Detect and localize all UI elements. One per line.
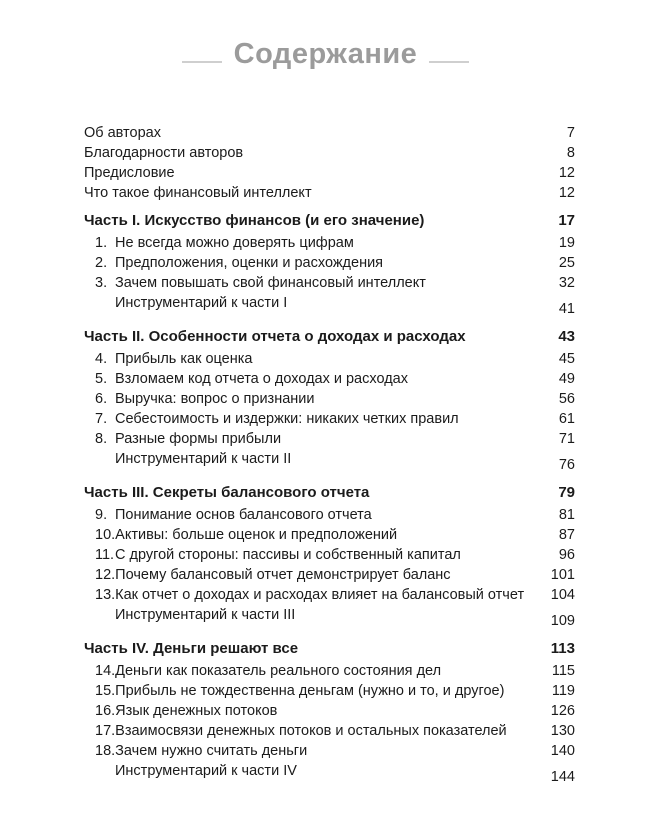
entry-label: Что такое финансовый интеллект [84, 185, 312, 201]
entry-label: Часть I. Искусство финансов (и его значение) [84, 212, 425, 229]
entry-text [84, 741, 541, 761]
entry-text [84, 211, 548, 231]
entry-page-number: 71 [558, 431, 575, 447]
entry-number: 9. [95, 507, 108, 523]
entry-number: 4. [95, 351, 108, 367]
page-title-row [0, 0, 651, 71]
entry-label: Инструментарий к части IV [115, 763, 297, 779]
entry-page-number: 119 [551, 683, 575, 699]
toc-chapter-item [84, 721, 575, 741]
toc-chapter-item [84, 565, 575, 585]
entry-label: Часть IV. Деньги решают все [84, 640, 299, 657]
toc-part-heading [84, 483, 575, 503]
entry-text [84, 123, 557, 143]
entry-text [84, 349, 549, 369]
toc-chapter-item [84, 233, 575, 253]
entry-label: Выручка: вопрос о признании [115, 391, 315, 407]
entry-number: 12. [95, 567, 116, 583]
entry-page-number: 104 [550, 587, 575, 603]
toc-part-heading [84, 327, 575, 347]
entry-page-number: 56 [558, 391, 575, 407]
entry-text [84, 409, 549, 429]
entry-text [84, 389, 549, 409]
toc-chapter-item [84, 525, 575, 545]
toc-chapter-item [84, 389, 575, 409]
entry-text [84, 605, 541, 625]
entry-label: Не всегда можно доверять цифрам [115, 235, 354, 251]
entry-number: 18. [95, 743, 116, 759]
entry-page-number: 113 [550, 640, 575, 657]
toc-chapter-item [84, 505, 575, 525]
entry-page-number: 7 [566, 125, 575, 141]
entry-page-number: 79 [558, 484, 575, 501]
entry-number: 10. [95, 527, 116, 543]
entry-label: Зачем повышать свой финансовый интеллект [115, 275, 426, 291]
entry-text [84, 701, 541, 721]
entry-label: Благодарности авторов [84, 145, 244, 161]
entry-page-number: 140 [550, 743, 575, 759]
entry-number: 8. [95, 431, 108, 447]
entry-page-number: 115 [551, 663, 575, 679]
entry-label: Часть III. Секреты балансового отчета [84, 484, 370, 501]
entry-label: Прибыль не тождественна деньгам (нужно и то, и другое) [115, 683, 505, 699]
entry-number: 6. [95, 391, 108, 407]
entry-text [84, 761, 541, 781]
toc-part-heading [84, 639, 575, 659]
entry-number: 5. [95, 371, 108, 387]
entry-label: Разные формы прибыли [115, 431, 282, 447]
entry-number: 11. [95, 547, 115, 563]
table-of-contents [0, 71, 651, 787]
entry-page-number: 32 [558, 275, 575, 291]
entry-number: 7. [95, 411, 108, 427]
entry-page-number: 126 [550, 703, 575, 719]
entry-text [84, 369, 549, 389]
entry-page-number: 12 [558, 185, 575, 201]
entry-number [84, 605, 115, 625]
entry-label: Инструментарий к части II [115, 451, 292, 467]
entry-text [84, 449, 549, 469]
entry-page-number: 144 [550, 769, 575, 785]
entry-number: 15. [95, 683, 116, 699]
entry-number: 1. [95, 235, 108, 251]
toc-chapter-item [84, 273, 575, 293]
entry-label: Взломаем код отчета о доходах и расходах [115, 371, 408, 387]
entry-page-number: 101 [550, 567, 575, 583]
toc-front-item [84, 123, 575, 143]
entry-text [84, 483, 548, 503]
toc-chapter-item [84, 369, 575, 389]
toc-tool-item [84, 293, 575, 319]
entry-page-number: 41 [558, 301, 575, 317]
entry-page-number: 12 [558, 165, 575, 181]
entry-number: 2. [95, 255, 108, 271]
entry-page-number: 19 [558, 235, 575, 251]
entry-page-number: 109 [550, 613, 575, 629]
page-title: Содержание [233, 38, 418, 70]
entry-page-number: 17 [558, 212, 575, 229]
entry-text [84, 661, 542, 681]
toc-chapter-item [84, 545, 575, 565]
toc-chapter-item [84, 585, 575, 605]
entry-label: Предположения, оценки и расхождения [115, 255, 384, 271]
entry-number [84, 761, 115, 781]
entry-number [84, 293, 115, 313]
entry-label: Как отчет о доходах и расходах влияет на балансовый отчет [115, 587, 525, 603]
toc-front-item [84, 143, 575, 163]
toc-chapter-item [84, 701, 575, 721]
entry-label: Взаимосвязи денежных потоков и остальных показателей [115, 723, 507, 739]
entry-text [84, 505, 549, 525]
entry-label: Предисловие [84, 165, 175, 181]
entry-text [84, 545, 549, 565]
toc-chapter-item [84, 429, 575, 449]
entry-page-number: 43 [558, 328, 575, 345]
entry-page-number: 76 [558, 457, 575, 473]
entry-text [84, 565, 541, 585]
entry-text [84, 681, 542, 701]
toc-chapter-item [84, 661, 575, 681]
entry-number: 13. [95, 587, 116, 603]
entry-number: 17. [95, 723, 116, 739]
entry-text [84, 327, 548, 347]
entry-text [84, 525, 549, 545]
entry-text [84, 273, 549, 293]
entry-label: Инструментарий к части I [115, 295, 288, 311]
entry-page-number: 130 [550, 723, 575, 739]
toc-chapter-item [84, 409, 575, 429]
toc-front-item [84, 183, 575, 203]
entry-page-number: 49 [558, 371, 575, 387]
entry-text [84, 293, 549, 313]
toc-tool-item [84, 761, 575, 787]
toc-chapter-item [84, 253, 575, 273]
entry-page-number: 96 [558, 547, 575, 563]
title-rule-right [429, 61, 469, 63]
entry-label: Инструментарий к части III [115, 607, 296, 623]
entry-text [84, 183, 549, 203]
title-rule-left [182, 61, 222, 63]
toc-front-item [84, 163, 575, 183]
toc-part-heading [84, 211, 575, 231]
entry-label: Почему балансовый отчет демонстрирует баланс [115, 567, 451, 583]
entry-text [84, 143, 557, 163]
entry-label: Активы: больше оценок и предположений [115, 527, 398, 543]
entry-label: С другой стороны: пассивы и собственный капитал [115, 547, 461, 563]
toc-chapter-item [84, 349, 575, 369]
entry-text [84, 429, 549, 449]
entry-text [84, 721, 541, 741]
entry-page-number: 61 [558, 411, 575, 427]
entry-label: Об авторах [84, 125, 161, 141]
entry-page-number: 81 [558, 507, 575, 523]
toc-tool-item [84, 605, 575, 631]
entry-label: Понимание основ балансового отчета [115, 507, 372, 523]
entry-text [84, 585, 541, 605]
entry-text [84, 233, 549, 253]
entry-number: 14. [95, 663, 116, 679]
toc-chapter-item [84, 741, 575, 761]
entry-page-number: 25 [558, 255, 575, 271]
entry-label: Прибыль как оценка [115, 351, 253, 367]
toc-chapter-item [84, 681, 575, 701]
entry-text [84, 253, 549, 273]
entry-text [84, 639, 541, 659]
entry-label: Язык денежных потоков [115, 703, 278, 719]
entry-page-number: 87 [558, 527, 575, 543]
entry-label: Часть II. Особенности отчета о доходах и расходах [84, 328, 466, 345]
entry-label: Зачем нужно считать деньги [115, 743, 308, 759]
toc-tool-item [84, 449, 575, 475]
entry-page-number: 8 [566, 145, 575, 161]
entry-number [84, 449, 115, 469]
entry-number: 3. [95, 275, 108, 291]
entry-page-number: 45 [558, 351, 575, 367]
entry-text [84, 163, 549, 183]
entry-label: Себестоимость и издержки: никаких четких правил [115, 411, 459, 427]
entry-number: 16. [95, 703, 116, 719]
entry-label: Деньги как показатель реального состояния дел [115, 663, 442, 679]
